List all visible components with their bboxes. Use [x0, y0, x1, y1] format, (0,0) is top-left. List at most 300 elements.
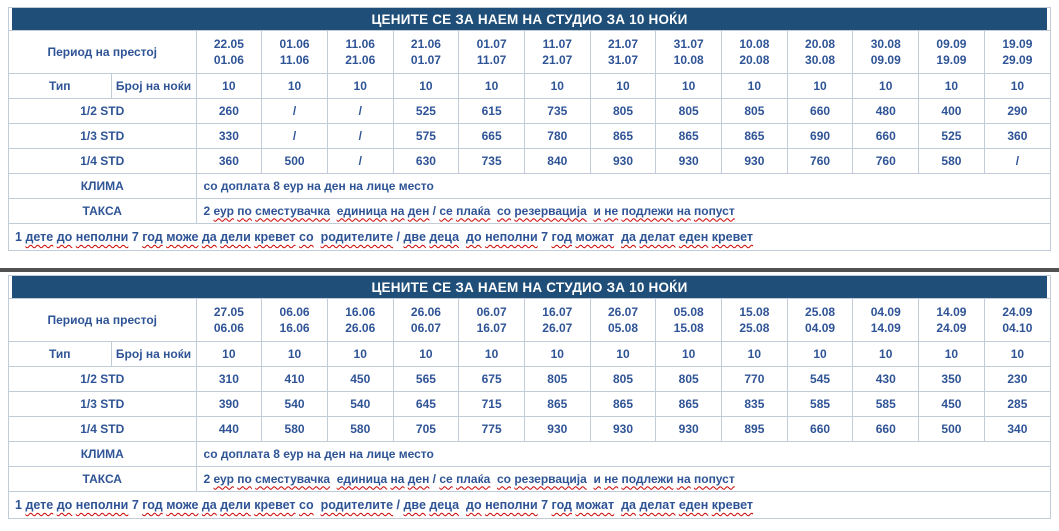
price-cell: 630: [393, 148, 459, 173]
misspelled-word: неполни: [75, 497, 129, 512]
price-cell: 350: [919, 366, 985, 391]
period-cell: [984, 299, 1050, 341]
misspelled-word: кревет: [254, 229, 296, 244]
period-from: 27.05: [213, 305, 244, 320]
price-cell: 330: [196, 123, 262, 148]
period-to: 06.07: [410, 321, 441, 336]
period-cell: [656, 31, 722, 73]
price-cell: 835: [722, 391, 788, 416]
price-cell: 705: [393, 416, 459, 441]
price-cell: 360: [196, 148, 262, 173]
period-cell: [524, 299, 590, 341]
nights-cell: 10: [853, 73, 919, 98]
nights-cell: 10: [590, 73, 656, 98]
misspelled-word: не: [604, 203, 619, 218]
nights-cell: 10: [590, 341, 656, 366]
misspelled-word: плаќа: [456, 471, 491, 486]
note-cell: [9, 491, 1050, 518]
misspelled-word: ден: [407, 203, 430, 218]
text-run: 2: [203, 203, 214, 218]
price-cell: 400: [919, 98, 985, 123]
price-cell: 260: [196, 98, 262, 123]
misspelled-word: плаќа: [456, 203, 491, 218]
misspelled-word: на: [390, 203, 405, 218]
price-cell: 525: [919, 123, 985, 148]
nights-row: [9, 73, 1050, 98]
price-row: [9, 391, 1050, 416]
misspelled-word: две: [403, 229, 426, 244]
text-run: 7: [537, 497, 552, 512]
period-from: 05.08: [673, 305, 704, 320]
klima-label-cell: КЛИМА: [9, 173, 196, 198]
price-cell: /: [262, 98, 328, 123]
period-to: 01.07: [410, 53, 441, 68]
text-run: [314, 498, 321, 512]
nights-label-cell: Број на ноќи: [111, 73, 196, 98]
price-cell: 615: [459, 98, 525, 123]
period-cell: [327, 31, 393, 73]
misspelled-word: да: [621, 497, 636, 512]
price-cell: 805: [656, 366, 722, 391]
period-to: 14.09: [870, 321, 901, 336]
period-cell: [722, 31, 788, 73]
misspelled-word: со: [496, 203, 511, 218]
type-label-cell: Тип: [9, 73, 111, 98]
period-cell: [393, 31, 459, 73]
text-run: 7: [128, 497, 143, 512]
price-cell: 660: [787, 98, 853, 123]
misspelled-word: можат: [575, 229, 615, 244]
misspelled-word: и: [593, 471, 601, 486]
text-run: /: [429, 471, 440, 486]
price-cell: 895: [722, 416, 788, 441]
misspelled-word: дете: [25, 229, 54, 244]
misspelled-word: на: [390, 471, 405, 486]
nights-cell: 10: [327, 73, 393, 98]
price-cell: 450: [327, 366, 393, 391]
price-cell: 690: [787, 123, 853, 148]
text-run: /: [429, 203, 440, 218]
price-cell: 525: [393, 98, 459, 123]
period-to: 21.06: [345, 53, 376, 68]
price-cell: 540: [262, 391, 328, 416]
table-title: ЦЕНИТЕ СЕ ЗА НАЕМ НА СТУДИО ЗА 10 НОЌИ: [12, 276, 1047, 298]
period-to: 11.07: [476, 53, 507, 68]
table-title-strip: [9, 276, 1050, 299]
period-cell: [787, 299, 853, 341]
misspelled-word: родителите: [320, 497, 394, 512]
period-from: 24.09: [1002, 305, 1033, 320]
period-to: 26.06: [345, 321, 376, 336]
note-row: [9, 223, 1050, 250]
period-row: [9, 299, 1050, 341]
price-row-label: 1/2 STD: [9, 98, 196, 123]
table-title: ЦЕНИТЕ СЕ ЗА НАЕМ НА СТУДИО ЗА 10 НОЌИ: [12, 8, 1047, 30]
misspelled-word: деца: [429, 497, 460, 512]
price-grid: [9, 31, 1050, 250]
period-cell: [262, 31, 328, 73]
price-cell: 540: [327, 391, 393, 416]
price-cell: /: [327, 148, 393, 173]
price-cell: 930: [590, 416, 656, 441]
price-cell: 735: [459, 148, 525, 173]
period-to: 11.06: [279, 53, 310, 68]
table-divider: [0, 268, 1059, 272]
period-from: 22.05: [213, 37, 244, 52]
period-to: 05.08: [607, 321, 638, 336]
price-row-label: 1/3 STD: [9, 391, 196, 416]
price-cell: 430: [853, 366, 919, 391]
price-grid: [9, 299, 1050, 518]
text-run: /: [393, 497, 404, 512]
price-row: [9, 148, 1050, 173]
period-label-cell: Период на престој: [9, 299, 196, 341]
period-to: 10.08: [673, 53, 704, 68]
nights-cell: 10: [722, 341, 788, 366]
price-cell: 575: [393, 123, 459, 148]
price-cell: 660: [787, 416, 853, 441]
misspelled-word: год: [551, 229, 572, 244]
price-cell: 310: [196, 366, 262, 391]
period-cell: [393, 299, 459, 341]
price-cell: 360: [984, 123, 1050, 148]
price-cell: /: [262, 123, 328, 148]
misspelled-word: по: [237, 203, 252, 218]
nights-cell: 10: [919, 341, 985, 366]
nights-cell: 10: [524, 73, 590, 98]
misspelled-word: не: [604, 471, 619, 486]
price-cell: 565: [393, 366, 459, 391]
price-cell: 585: [853, 391, 919, 416]
misspelled-word: и: [593, 203, 601, 218]
misspelled-word: кревет: [711, 497, 754, 512]
period-from: 21.07: [607, 37, 638, 52]
price-cell: 580: [327, 416, 393, 441]
misspelled-word: попуст: [693, 203, 735, 218]
text-run: [330, 472, 337, 486]
text-run: 1: [15, 229, 26, 244]
price-cell: 930: [590, 148, 656, 173]
period-cell: [524, 31, 590, 73]
nights-cell: 10: [459, 341, 525, 366]
misspelled-word: со: [299, 497, 314, 512]
price-cell: 660: [853, 123, 919, 148]
period-to: 25.08: [739, 321, 770, 336]
period-from: 20.08: [805, 37, 836, 52]
period-to: 04.10: [1002, 321, 1033, 336]
misspelled-word: год: [142, 229, 163, 244]
misspelled-word: ден: [407, 471, 430, 486]
misspelled-word: неполни: [485, 497, 538, 512]
misspelled-word: резервација: [514, 471, 587, 486]
misspelled-word: со: [496, 471, 511, 486]
price-cell: 865: [524, 391, 590, 416]
price-cell: 930: [524, 416, 590, 441]
klima-text-cell: со доплата 8 еур на ден на лице место: [196, 173, 1050, 198]
misspelled-word: до: [56, 229, 73, 244]
price-cell: 715: [459, 391, 525, 416]
misspelled-word: дете: [25, 497, 54, 512]
price-cell: 290: [984, 98, 1050, 123]
price-cell: /: [327, 98, 393, 123]
misspelled-word: еден: [678, 229, 709, 244]
misspelled-word: деца: [429, 229, 460, 244]
price-cell: 665: [459, 123, 525, 148]
price-tables-page: [0, 7, 1059, 519]
price-cell: 805: [722, 98, 788, 123]
period-from: 11.06: [345, 37, 375, 52]
period-from: 19.09: [1002, 37, 1033, 52]
price-row-label: 1/3 STD: [9, 123, 196, 148]
misspelled-word: единица: [336, 203, 388, 218]
price-row: [9, 366, 1050, 391]
period-cell: [853, 31, 919, 73]
period-to: 09.09: [870, 53, 901, 68]
misspelled-word: сместувачка: [255, 471, 331, 486]
nights-cell: 10: [656, 73, 722, 98]
period-cell: [262, 299, 328, 341]
price-cell: 450: [919, 391, 985, 416]
nights-label-cell: Број на ноќи: [111, 341, 196, 366]
period-to: 30.08: [805, 53, 836, 68]
text-run: [314, 230, 321, 244]
misspelled-word: год: [551, 497, 572, 512]
taksa-row: [9, 198, 1050, 223]
text-run: [459, 230, 466, 244]
period-cell: [196, 31, 262, 73]
period-from: 14.09: [936, 305, 967, 320]
klima-row: [9, 441, 1050, 466]
price-cell: 580: [919, 148, 985, 173]
klima-row: [9, 173, 1050, 198]
price-row: [9, 98, 1050, 123]
misspelled-word: на: [676, 471, 691, 486]
period-from: 25.08: [805, 305, 836, 320]
period-to: 20.08: [739, 53, 770, 68]
nights-cell: 10: [853, 341, 919, 366]
misspelled-word: по: [237, 471, 252, 486]
period-from: 30.08: [870, 37, 901, 52]
period-cell: [459, 31, 525, 73]
period-cell: [459, 299, 525, 341]
misspelled-word: резервација: [514, 203, 587, 218]
misspelled-word: подлежи: [621, 203, 674, 218]
taksa-row: [9, 466, 1050, 491]
period-from: 10.08: [739, 37, 770, 52]
period-cell: [590, 299, 656, 341]
period-to: 29.09: [1002, 53, 1033, 68]
period-to: 16.06: [279, 321, 310, 336]
period-to: 06.06: [213, 321, 244, 336]
price-cell: 480: [853, 98, 919, 123]
price-cell: 930: [656, 416, 722, 441]
period-from: 26.06: [410, 305, 441, 320]
text-run: 7: [128, 229, 143, 244]
price-cell: 805: [524, 366, 590, 391]
price-cell: 340: [984, 416, 1050, 441]
price-cell: 230: [984, 366, 1050, 391]
nights-cell: 10: [459, 73, 525, 98]
price-cell: 840: [524, 148, 590, 173]
price-cell: 675: [459, 366, 525, 391]
nights-cell: 10: [984, 73, 1050, 98]
price-cell: 735: [524, 98, 590, 123]
price-cell: 805: [656, 98, 722, 123]
note-cell: [9, 223, 1050, 250]
price-cell: 760: [853, 148, 919, 173]
type-label-cell: Тип: [9, 341, 111, 366]
misspelled-word: на: [676, 203, 691, 218]
price-cell: /: [327, 123, 393, 148]
note-row: [9, 491, 1050, 518]
period-from: 01.06: [279, 37, 310, 52]
price-cell: 865: [722, 123, 788, 148]
misspelled-word: да: [201, 229, 217, 244]
price-cell: 645: [393, 391, 459, 416]
misspelled-word: дели: [220, 229, 251, 244]
misspelled-word: сместувачка: [255, 203, 331, 218]
price-cell: 865: [656, 391, 722, 416]
period-label-cell: Период на престој: [9, 31, 196, 73]
period-cell: [327, 299, 393, 341]
period-cell: [984, 31, 1050, 73]
misspelled-word: еур: [213, 471, 234, 486]
misspelled-word: да: [201, 497, 217, 512]
price-row: [9, 123, 1050, 148]
text-run: 1: [15, 497, 26, 512]
price-cell: 770: [722, 366, 788, 391]
misspelled-word: може: [166, 229, 199, 244]
period-cell: [656, 299, 722, 341]
price-cell: 390: [196, 391, 262, 416]
period-cell: [919, 299, 985, 341]
price-cell: 580: [262, 416, 328, 441]
price-cell: 500: [919, 416, 985, 441]
period-from: 21.06: [410, 37, 441, 52]
text-run: 7: [537, 229, 552, 244]
period-from: 01.07: [476, 37, 507, 52]
period-to: 21.07: [542, 53, 573, 68]
taksa-label-cell: ТАКСА: [9, 198, 196, 223]
price-cell: 865: [590, 123, 656, 148]
period-to: 19.09: [936, 53, 967, 68]
price-row-label: 1/4 STD: [9, 148, 196, 173]
misspelled-word: кревет: [711, 229, 754, 244]
misspelled-word: подлежи: [621, 471, 674, 486]
period-from: 09.09: [936, 37, 967, 52]
period-to: 15.08: [673, 321, 704, 336]
misspelled-word: неполни: [485, 229, 538, 244]
period-to: 16.07: [476, 321, 507, 336]
text-run: 2: [203, 471, 214, 486]
misspelled-word: со: [299, 229, 314, 244]
period-from: 16.06: [345, 305, 376, 320]
misspelled-word: до: [466, 229, 482, 244]
period-from: 31.07: [673, 37, 704, 52]
period-from: 11.07: [542, 37, 572, 52]
misspelled-word: еден: [678, 497, 709, 512]
text-run: [330, 204, 337, 218]
table-title-strip: [9, 8, 1050, 31]
misspelled-word: единица: [336, 471, 388, 486]
period-to: 04.09: [805, 321, 836, 336]
misspelled-word: делат: [639, 229, 676, 244]
period-from: 06.07: [476, 305, 507, 320]
price-cell: 805: [590, 98, 656, 123]
price-cell: 930: [656, 148, 722, 173]
price-cell: 440: [196, 416, 262, 441]
nights-cell: 10: [262, 73, 328, 98]
price-cell: 500: [262, 148, 328, 173]
text-run: /: [393, 229, 404, 244]
misspelled-word: кревет: [254, 497, 296, 512]
taksa-label-cell: ТАКСА: [9, 466, 196, 491]
period-to: 01.06: [213, 53, 244, 68]
misspelled-word: дели: [220, 497, 251, 512]
nights-cell: 10: [787, 73, 853, 98]
period-cell: [787, 31, 853, 73]
price-cell: 285: [984, 391, 1050, 416]
text-run: [490, 204, 497, 218]
nights-cell: 10: [524, 341, 590, 366]
misspelled-word: да: [621, 229, 636, 244]
misspelled-word: еур: [213, 203, 234, 218]
price-cell: 660: [853, 416, 919, 441]
misspelled-word: се: [439, 471, 453, 486]
period-cell: [722, 299, 788, 341]
nights-cell: 10: [327, 341, 393, 366]
price-cell: 780: [524, 123, 590, 148]
price-cell: 775: [459, 416, 525, 441]
nights-cell: 10: [984, 341, 1050, 366]
price-row-label: 1/2 STD: [9, 366, 196, 391]
period-to: 31.07: [607, 53, 638, 68]
price-cell: 805: [590, 366, 656, 391]
price-cell: 865: [590, 391, 656, 416]
price-cell: 585: [787, 391, 853, 416]
nights-cell: 10: [656, 341, 722, 366]
period-from: 26.07: [607, 305, 638, 320]
nights-cell: 10: [262, 341, 328, 366]
price-cell: 865: [656, 123, 722, 148]
period-row: [9, 31, 1050, 73]
period-to: 24.09: [936, 321, 967, 336]
price-cell: /: [984, 148, 1050, 173]
period-to: 26.07: [542, 321, 573, 336]
price-cell: 930: [722, 148, 788, 173]
misspelled-word: до: [56, 497, 73, 512]
nights-cell: 10: [393, 341, 459, 366]
price-cell: 545: [787, 366, 853, 391]
price-cell: 760: [787, 148, 853, 173]
misspelled-word: родителите: [320, 229, 394, 244]
nights-cell: 10: [196, 341, 262, 366]
price-row: [9, 416, 1050, 441]
nights-cell: 10: [722, 73, 788, 98]
nights-cell: 10: [787, 341, 853, 366]
nights-cell: 10: [196, 73, 262, 98]
price-row-label: 1/4 STD: [9, 416, 196, 441]
period-cell: [919, 31, 985, 73]
period-from: 04.09: [870, 305, 901, 320]
misspelled-word: неполни: [75, 229, 129, 244]
price-cell: 410: [262, 366, 328, 391]
misspelled-word: делат: [639, 497, 676, 512]
price-table: [8, 275, 1051, 519]
taksa-text-cell: [196, 466, 1050, 491]
period-from: 16.07: [542, 305, 573, 320]
nights-cell: 10: [919, 73, 985, 98]
